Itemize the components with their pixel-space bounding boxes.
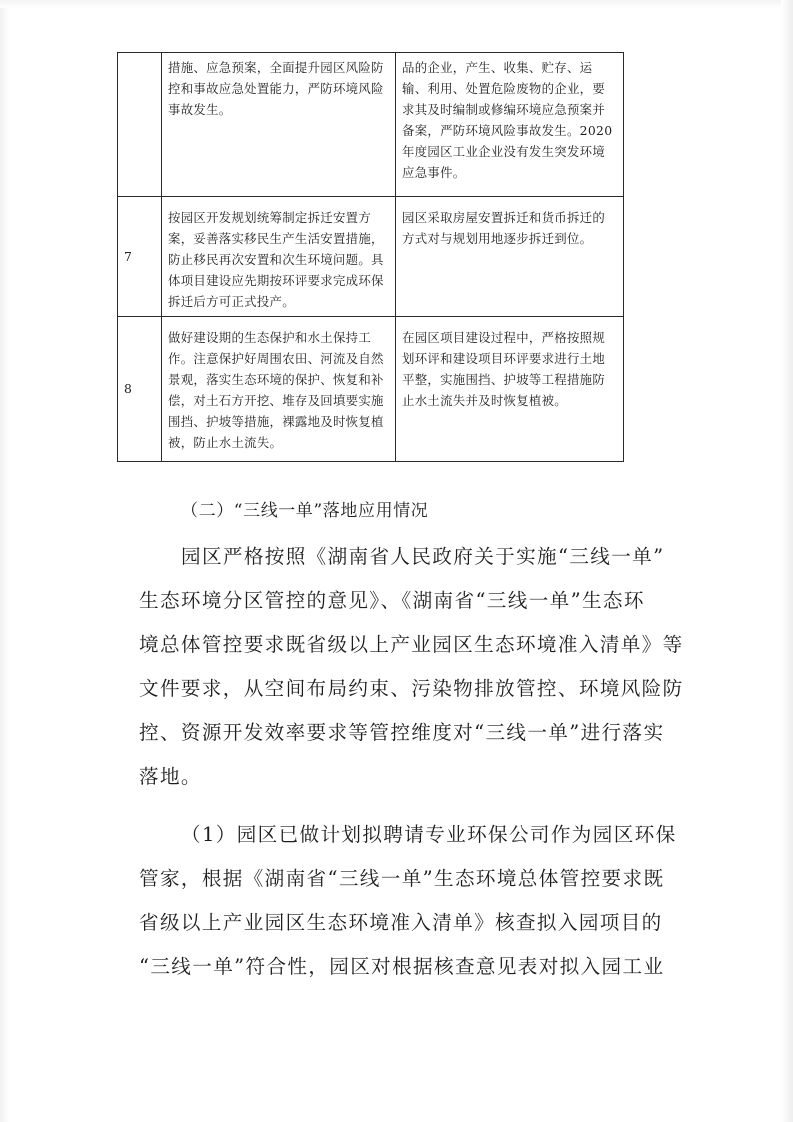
implementation-cell: 园区采取房屋安置拆迁和货币拆迁的方式对与规划用地逐步拆迁到位。 bbox=[396, 197, 624, 317]
paragraph-line: “三线一单”符合性，园区对根据核查意见表对拟入园工业 bbox=[139, 955, 665, 978]
table-row bbox=[118, 317, 624, 462]
paragraph-2 bbox=[139, 813, 679, 989]
section-heading: （二）“三线一单”落地应用情况 bbox=[181, 501, 429, 521]
scan-edge-right bbox=[781, 0, 793, 1122]
paragraph-line: 境总体管控要求既省级以上产业园区生态环境准入清单》等 bbox=[139, 633, 684, 656]
paragraph-line: 控、资源开发效率要求等管控维度对“三线一单”进行落实 bbox=[139, 721, 665, 744]
table-row bbox=[118, 197, 624, 317]
table-row bbox=[118, 53, 624, 197]
paragraph-line: 省级以上产业园区生态环境准入清单》核查拟入园项目的 bbox=[139, 911, 663, 934]
implementation-cell: 在园区项目建设过程中，严格按照规划环评和建设项目环评要求进行土地平整，实施围挡、护坡等工程措施防止水土流失并及时恢复植被。 bbox=[396, 317, 624, 462]
paragraph-line: 文件要求，从空间布局约束、污染物排放管控、环境风险防 bbox=[139, 677, 684, 700]
requirement-cell: 按园区开发规划统筹制定拆迁安置方案，妥善落实移民生产生活安置措施，防止移民再次安置和次生环境问题。具体项目建设应先期按环评要求完成环保拆迁后方可正式投产。 bbox=[162, 197, 396, 317]
implementation-cell: 品的企业，产生、收集、贮存、运输、利用、处置危险废物的企业，要求其及时编制或修编环境应急预案并备案，严防环境风险事故发生。2020年度园区工业企业没有发生突发环境应急事件。 bbox=[396, 53, 624, 197]
paragraph-1 bbox=[139, 535, 684, 799]
paragraph-line: 生态环境分区管控的意见》、《湖南省“三线一单”生态环 bbox=[139, 589, 645, 612]
requirements-table bbox=[117, 52, 624, 462]
row-number bbox=[118, 53, 162, 197]
scan-edge-left bbox=[0, 0, 10, 1122]
row-number: 8 bbox=[118, 317, 162, 462]
row-number: 7 bbox=[118, 197, 162, 317]
paragraph-line: （1）园区已做计划拟聘请专业环保公司作为园区环保 bbox=[181, 823, 677, 846]
paragraph-line: 落地。 bbox=[139, 765, 202, 788]
requirement-cell: 措施、应急预案，全面提升园区风险防控和事故应急处置能力，严防环境风险事故发生。 bbox=[162, 53, 396, 197]
scan-edge-top bbox=[0, 0, 793, 8]
requirement-cell: 做好建设期的生态保护和水土保持工作。注意保护好周围农田、河流及自然景观，落实生态环境的保护、恢复和补偿，对土石方开挖、堆存及回填要实施围挡、护坡等措施，裸露地及时恢复植被，防止水土流失。 bbox=[162, 317, 396, 462]
paragraph-line: 园区严格按照《湖南省人民政府关于实施“三线一单” bbox=[181, 545, 665, 568]
paragraph-line: 管家，根据《湖南省“三线一单”生态环境总体管控要求既 bbox=[139, 867, 665, 890]
